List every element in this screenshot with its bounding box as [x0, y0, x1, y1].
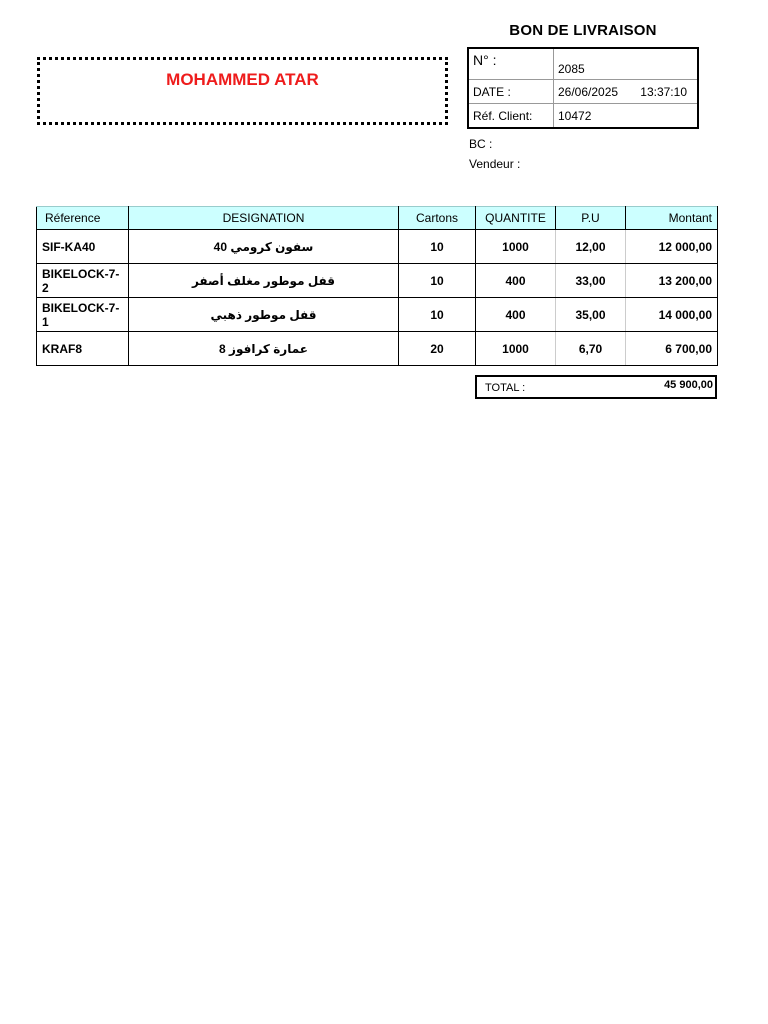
row-quantite: 1000	[476, 230, 556, 264]
row-reference: SIF-KA40	[37, 230, 129, 264]
date-value: 26/06/2025	[558, 84, 619, 99]
document-info-table	[467, 47, 699, 129]
row-cartons: 10	[399, 298, 476, 332]
document-title: BON DE LIVRAISON	[509, 22, 657, 39]
total-label: TOTAL :	[485, 382, 526, 394]
total-box	[475, 375, 717, 399]
row-cartons: 10	[399, 264, 476, 298]
table-row	[37, 332, 718, 366]
header-quantite: QUANTITE	[476, 207, 556, 230]
header-pu: P.U	[556, 207, 626, 230]
company-box	[37, 57, 448, 125]
row-pu: 12,00	[556, 230, 626, 264]
date-cell	[554, 80, 699, 104]
row-cartons: 10	[399, 230, 476, 264]
row-designation: قفل موطور مغلف أصفر	[129, 264, 399, 298]
row-quantite: 400	[476, 298, 556, 332]
header-montant: Montant	[626, 207, 718, 230]
header-designation: DESIGNATION	[129, 207, 399, 230]
total-value: 45 900,00	[664, 379, 713, 391]
info-row-number	[468, 48, 698, 80]
client-ref-label: Réf. Client:	[468, 104, 554, 129]
row-montant: 13 200,00	[626, 264, 718, 298]
row-montant: 6 700,00	[626, 332, 718, 366]
table-row	[37, 264, 718, 298]
number-label: N° :	[468, 48, 554, 80]
client-ref-value: 10472	[554, 104, 699, 129]
header-reference: Réference	[37, 207, 129, 230]
row-reference: BIKELOCK-7-1	[37, 298, 129, 332]
row-pu: 6,70	[556, 332, 626, 366]
row-reference: KRAF8	[37, 332, 129, 366]
info-row-date	[468, 80, 698, 104]
row-quantite: 400	[476, 264, 556, 298]
row-cartons: 20	[399, 332, 476, 366]
info-row-client	[468, 104, 698, 129]
row-quantite: 1000	[476, 332, 556, 366]
bc-label: BC :	[469, 137, 493, 151]
row-reference: BIKELOCK-7-2	[37, 264, 129, 298]
company-name: MOHAMMED ATAR	[166, 70, 319, 89]
row-pu: 33,00	[556, 264, 626, 298]
date-label: DATE :	[468, 80, 554, 104]
row-designation: سفون كرومي 40	[129, 230, 399, 264]
row-montant: 12 000,00	[626, 230, 718, 264]
row-designation: عمارة كرافوز 8	[129, 332, 399, 366]
time-value: 13:37:10	[640, 85, 687, 99]
row-montant: 14 000,00	[626, 298, 718, 332]
items-table	[36, 206, 718, 366]
table-row	[37, 298, 718, 332]
items-header-row	[37, 207, 718, 230]
row-designation: قفل موطور ذهبي	[129, 298, 399, 332]
header-cartons: Cartons	[399, 207, 476, 230]
vendeur-label: Vendeur :	[469, 157, 521, 171]
number-value: 2085	[554, 48, 699, 80]
table-row	[37, 230, 718, 264]
row-pu: 35,00	[556, 298, 626, 332]
